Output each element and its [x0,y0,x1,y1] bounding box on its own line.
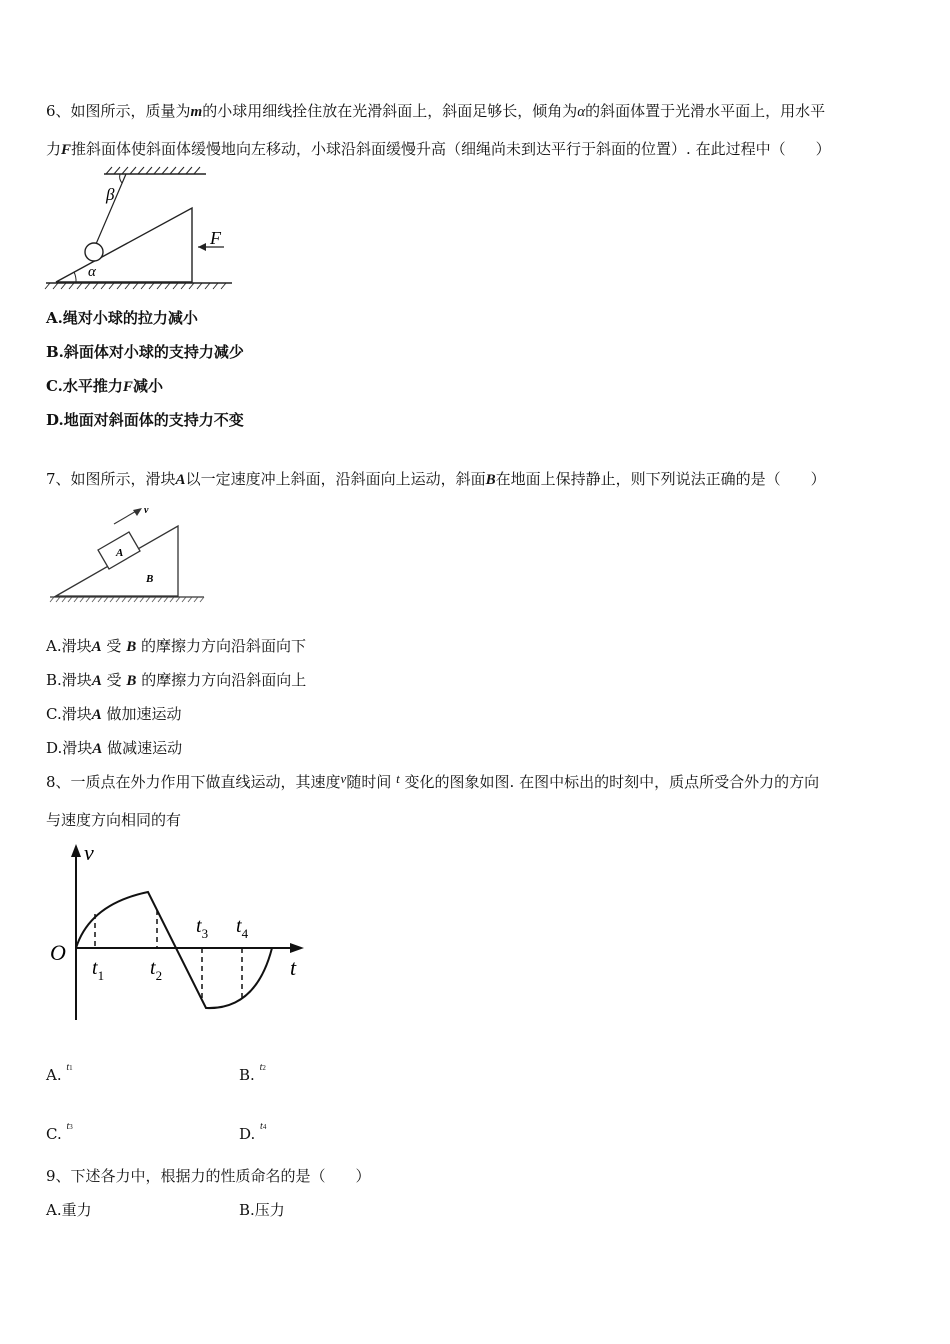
q8-stem-line1: 8、一质点在外力作用下做直线运动，其速度v随时间 t 变化的图象如图. 在图中标出的时刻中，质点所受合外力的方向 [46,771,820,791]
tick-t4: $t_4$ [236,915,249,941]
q7-option-a[interactable]: A.滑块A 受 B 的摩擦力方向沿斜面向下 [46,637,307,655]
q6-option-b[interactable]: B.斜面体对小球的支持力减少 [46,343,244,361]
label-v: v [144,505,149,516]
label-alpha: α [88,264,96,280]
q8-vt-graph [46,842,316,1022]
q6-option-a[interactable]: A.绳对小球的拉力减小 [46,309,198,327]
q8-option-c[interactable]: C. $^{t3}$ [46,1121,73,1143]
q9-stem: 9、下述各力中，根据力的性质命名的是（ ） [46,1167,371,1185]
var-alpha: α [577,104,586,120]
q9-option-a[interactable]: A.重力 [46,1201,92,1219]
tick-t1: $t_1$ [92,957,105,983]
var-m: m [190,104,203,120]
q6-stem-line2: 力F推斜面体使斜面体缓慢地向左移动，小球沿斜面缓慢升高（细绳尚未到达平行于斜面的位置）. 在此过程中（ ） [46,140,831,158]
q7-option-c[interactable]: C.滑块A 做加速运动 [46,705,182,723]
q8-stem-line2: 与速度方向相同的有 [46,811,182,829]
axis-v: v [84,840,94,865]
q8-option-b[interactable]: B. $^{t2}$ [239,1062,266,1084]
q8-option-d[interactable]: D. $^{t4}$ [239,1121,267,1143]
q9-option-b[interactable]: B.压力 [239,1201,285,1219]
label-B: B [146,573,154,585]
tick-t3: $t_3$ [196,915,209,941]
var-F: F [61,142,72,158]
label-beta: β [106,185,115,204]
q6-stem-line1: 6、如图所示，质量为m的小球用细线拴住放在光滑斜面上，斜面足够长，倾角为α的斜面体置于光滑水平面上，用水平 [46,102,826,120]
label-F: F [210,228,221,248]
q8-option-a[interactable]: A. $^{t1}$ [46,1062,73,1084]
tick-t2: $t_2$ [150,957,163,983]
q6-incline-figure [44,166,244,291]
q7-option-b[interactable]: B.滑块A 受 B 的摩擦力方向沿斜面向上 [46,671,307,689]
q7-option-d[interactable]: D.滑块A 做减速运动 [46,739,183,757]
q7-stem: 7、如图所示，滑块A以一定速度冲上斜面，沿斜面向上运动，斜面B在地面上保持静止，则下列说法正确的是（ ） [46,470,826,488]
label-A: A [116,547,124,559]
axis-t: t [290,955,297,980]
q6-option-d[interactable]: D.地面对斜面体的支持力不变 [46,411,244,429]
q7-incline-figure [48,504,208,604]
q6-option-c[interactable]: C.水平推力F减小 [46,377,163,395]
origin-O: O [50,940,66,965]
